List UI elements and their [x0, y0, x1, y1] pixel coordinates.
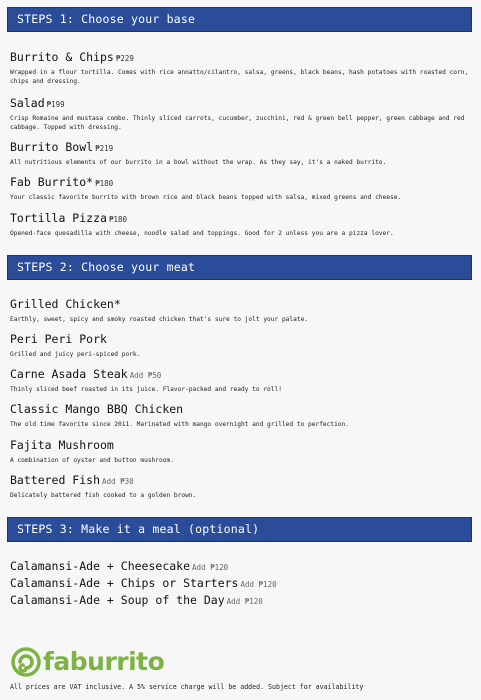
- menu-item-fajita-mushroom: [10, 438, 472, 465]
- item-addon: Add ₱50: [129, 371, 162, 380]
- meal-option-chips-starters: [10, 576, 277, 592]
- item-name: Salad: [10, 96, 45, 110]
- menu-item-burrito-bowl: [10, 140, 472, 167]
- item-description: The old time favorite since 2011. Marinated with mango overnight and grilled to perfection.: [10, 421, 349, 428]
- item-name: Classic Mango BBQ Chicken: [10, 402, 184, 416]
- swirl-logo-icon: [10, 646, 42, 678]
- item-price: ₱180: [95, 179, 114, 188]
- item-addon: Add ₱30: [102, 477, 134, 486]
- item-description: Crisp Romaine and mustasa combo. Thinly sliced carrots, cucumber, zucchini, red & green bell pepper, green cabbage and red cabbage. Topped with dressing.: [10, 115, 465, 131]
- step1-heading: STEPS 1: Choose your base: [7, 7, 472, 32]
- item-name: Carne Asada Steak: [10, 367, 128, 381]
- item-name: Tortilla Pizza: [10, 211, 107, 225]
- menu-item-mango-bbq-chicken: [10, 402, 472, 429]
- item-description: Earthly, sweet, spicy and smoky roasted chicken that's sure to jolt your palate.: [10, 316, 309, 323]
- brand-name: faburrito: [43, 647, 165, 676]
- meal-addon: Add ₱120: [226, 597, 263, 606]
- item-description: Grilled and juicy peri-spiced pork.: [10, 351, 141, 358]
- menu-item-tortilla-pizza: [10, 211, 472, 238]
- item-name: Burrito Bowl: [10, 140, 94, 154]
- menu-item-salad: [10, 96, 472, 132]
- item-description: Opened-face quesadilla with cheese, noodle salad and toppings. Good for 2 unless you are a pizza lover.: [10, 230, 394, 237]
- item-price: ₱229: [115, 54, 134, 63]
- item-price: ₱180: [108, 215, 127, 224]
- menu-item-peri-peri-pork: [10, 332, 472, 359]
- brand-logo: [10, 645, 164, 679]
- meal-name: Calamansi-Ade + Chips or Starters: [10, 576, 239, 590]
- item-name: Burrito & Chips: [10, 50, 114, 64]
- item-description: All nutritious elements of our burrito in a bowl without the wrap. As they say, it's a naked burrito.: [10, 159, 387, 166]
- meal-option-soup: [10, 593, 263, 609]
- item-name: Fab Burrito*: [10, 175, 94, 189]
- meal-option-cheesecake: [10, 559, 228, 575]
- menu-item-burrito-chips: [10, 50, 472, 86]
- step2-heading: STEPS 2: Choose your meat: [7, 255, 472, 280]
- item-price: ₱219: [95, 144, 114, 153]
- meal-addon: Add ₱120: [192, 563, 229, 572]
- meal-name: Calamansi-Ade + Soup of the Day: [10, 593, 225, 607]
- item-description: Thinly sliced beef roasted in its juice. Flavor-packed and ready to roll!: [10, 386, 282, 393]
- step3-heading: STEPS 3: Make it a meal (optional): [7, 517, 472, 542]
- item-description: Your classic favorite burrito with brown rice and black beans topped with salsa, mixed greens and cheese.: [10, 194, 402, 201]
- item-description: Delicately battered fish cooked to a golden brown.: [10, 492, 197, 499]
- footer-note: All prices are VAT inclusive. A 5% service charge will be added. Subject for availability: [10, 683, 364, 691]
- item-name: Fajita Mushroom: [10, 438, 114, 452]
- menu-item-carne-asada-steak: [10, 367, 472, 394]
- item-name: Battered Fish: [10, 473, 101, 487]
- item-name: Grilled Chicken*: [10, 297, 121, 311]
- menu-item-fab-burrito: [10, 175, 472, 202]
- meal-addon: Add ₱120: [240, 580, 277, 589]
- item-description: A combination of oyster and button mushroom.: [10, 457, 174, 464]
- meal-name: Calamansi-Ade + Cheesecake: [10, 559, 191, 573]
- item-price: ₱199: [46, 100, 65, 109]
- menu-item-battered-fish: [10, 473, 472, 500]
- item-name: Peri Peri Pork: [10, 332, 107, 346]
- item-description: Wrapped in a flour tortilla. Comes with rice annatto/cilantro, salsa, greens, black beans, hash potatoes with roasted corn, chips and dressing.: [10, 69, 469, 85]
- menu-item-grilled-chicken: [10, 297, 472, 324]
